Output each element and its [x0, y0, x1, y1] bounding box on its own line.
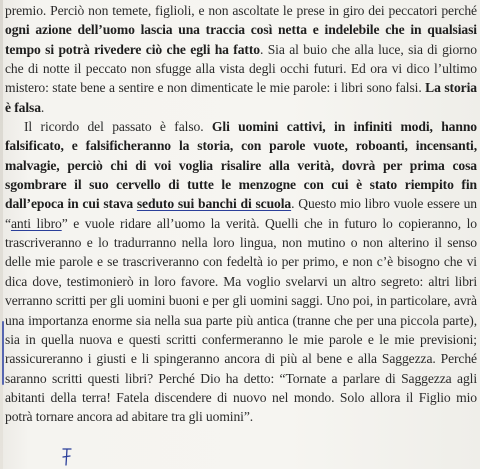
paragraph-1 [5, 1, 477, 117]
paragraph-2-text-2: . Questo mio libro vuole essere un “ [5, 196, 477, 231]
margin-pen-mark [2, 321, 4, 385]
paragraph-1-text-2: . Sia al buio che alla luce, sia di giorno che di notte il peccato non sfugge alla vista degli occhi futuri. Ed ora vi dico l’ultimo mistero: state bene a sentire e non dimenticate le mie parole: i libri sono falsi. [5, 41, 477, 96]
paragraph-2-text-3: ” e vuole ridare all’uomo la verità. Quelli che in futuro lo copieranno, lo trascriveranno e lo tradurranno nella loro lingua, non mutino o non alterino il senso delle mie parole e se trascriveranno con fedeltà io per primo, e non c’è bisogno che vi dica dove, testimonierò in loro favore. Ma voglio svelarvi un altro segreto: altri libri verranno scritti per gli uomini buoni e per gli uomini saggi. Uno poi, in particolare, avrà una importanza enorme sia nella sua parte più antica (tranne che per una piccola parte), sia in quella nuova e questi scritti confermeranno le mie parole e le mie previsioni; rassicureranno i giusti e li spingeranno ancora di più al bene e alla Saggezza. Perché saranno scritti questi libri? Perché Dio ha detto: “Tornate a parlare di Saggezza agli abitanti della terra! Fatela discendere di nuovo nel mondo. Solo allora il Figlio mio potrà tornare ancora ad abitare tra gli uomini”. [5, 215, 477, 425]
paragraph-1-bold-2: La storia è falsa [5, 80, 477, 115]
paragraph-2 [5, 117, 477, 427]
paragraph-1-bold-1: ogni azione dell’uomo lascia una traccia così netta e indelebile che in qualsiasi tempo si potrà rivedere ciò che egli ha fatto [5, 22, 477, 57]
handwritten-mark-icon [60, 447, 74, 467]
paragraph-2-text-1: Il ricordo del passato è falso. [24, 119, 212, 135]
paragraph-2-bold-1: Gli uomini cattivi, in infiniti modi, hanno falsificato, e falsificheranno la storia, con parole vuote, roboanti, incensanti, malvagie, perciò chi di voi voglia risalire alla verità, dovrà per prima cosa sgombrare il suo cervello di tutte le menzogne con cui è stato riempito fin dall’epoca in cui stava [5, 119, 477, 212]
paragraph-2-bold-underlined: seduto sui banchi di scuola [136, 196, 292, 212]
paragraph-1-text-3: . [40, 99, 45, 115]
scan-edge [0, 0, 3, 469]
page-text [5, 1, 477, 427]
paragraph-1-text-1: premio. Perciò non temete, figlioli, e non ascoltate le prese in giro dei peccatori perché [5, 3, 477, 18]
paragraph-2-underlined-anti-libro: anti libro [10, 215, 62, 231]
